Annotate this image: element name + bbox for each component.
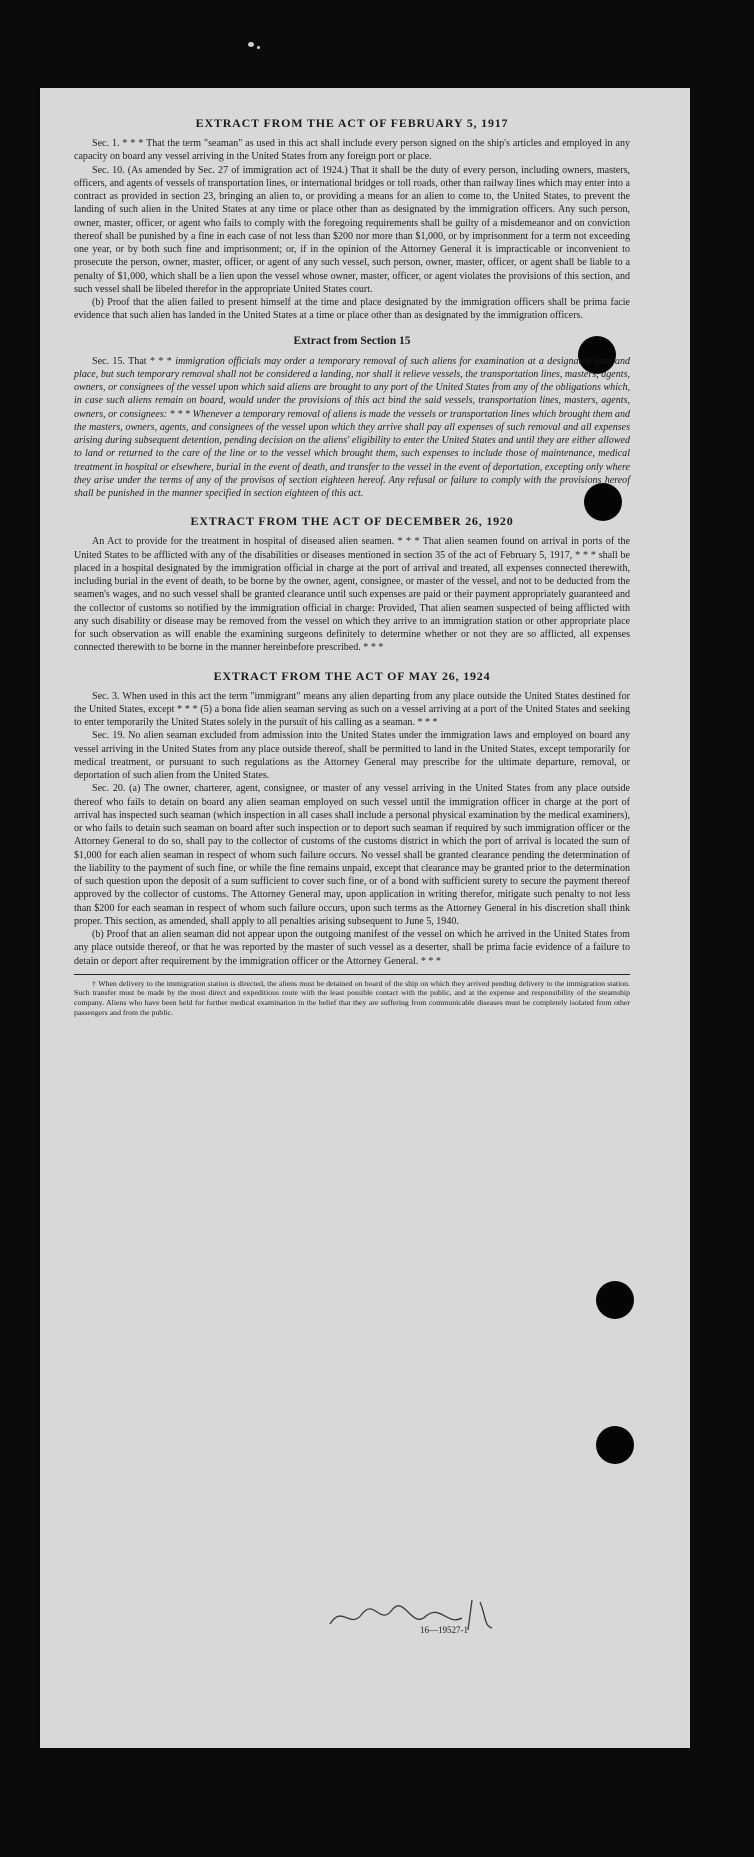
footnote-divider <box>74 974 630 975</box>
heading-act-1920: EXTRACT FROM THE ACT OF DECEMBER 26, 1920 <box>190 514 514 529</box>
act1920-paragraph: An Act to provide for the treatment in hospital of diseased alien seamen. * * * That alien seamen found on arrival in ports of the United States to be afflicted with any of the disabilities or diseases mentioned in section 35 of the act of February 5, 1917, * * * shall be placed in a hospital designated by the immigration official in charge at the port of arrival and treated, all expenses connected therewith, including burial in the event of death, to be borne by the owner, agent, consignee, or master of the vessel, and not to be deducted from the seamen's wages, and no such vessel shall be granted clearance until such expenses are paid or their payment appropriately guaranteed and the collector of customs so notified by the immigration official in charge: Provided, That alien seamen suspected of being afflicted with any such disability or disease may be removed from the vessel on which they arrive to an immigration station or other appropriate place for such observation as will enable the examining surgeons definitely to determine whether or not they are so afflicted, all expenses connected therewith to be borne in the manner hereinbefore prescribed. * * * <box>74 536 630 654</box>
sec1-paragraph: Sec. 1. * * * That the term "seaman" as used in this act shall include every person signed on the ship's articles and employed in any capacity on board any vessel arriving in the United States from any foreign port or place. <box>74 138 630 163</box>
sec15-text: immigration officials may order a temporary removal of such aliens for examination at a designated time and place, but such temporary removal shall not be considered a landing, nor shall it relieve vessels, the transportation lines, masters, agents, owners, or consignees of the vessel upon which said aliens are brought to any port of the United States from any of the obligations which, in case such aliens remain on board, would under the provisions of this act bind the said vessels, transportation lines, masters, agents, owners, or consignees: * * * Whenever a temporary removal of aliens is made the vessels or transportation lines which brought them and the masters, owners, agents, and consignees of the vessel upon which they arrive shall pay all expenses of such removal and all expenses arising during subsequent detention, pending decision on the aliens' eligibility to enter the United States and until they are either allowed to land or returned to the care of the line or to the vessel which brought them, such expenses to include those of maintenance, medical treatment in hospital or elsewhere, burial in the event of death, and transfer to the vessel in the event of deportation, excepting only where they arise under the terms of any of the provisos of section eighteen hereof. Any refusal or failure to comply with the provisions hereof shall be punished in the manner specified in section eighteen of this act. <box>74 355 630 499</box>
proof-paragraph: (b) Proof that the alien failed to present himself at the time and place designated by the immigration officers shall be prima facie evidence that such alien has landed in the United States at a time or place other than as designated by the immigration officers. <box>74 297 630 322</box>
heading-act-1917: EXTRACT FROM THE ACT OF FEBRUARY 5, 1917 <box>195 116 509 130</box>
sec3-paragraph: Sec. 3. When used in this act the term "immigrant" means any alien departing from any place outside the United States destined for the United States, except * * * (5) a bona fide alien seaman serving as such on a vessel arriving at a port of the United States and seeking to enter temporarily the United States solely in the pursuit of his calling as a seaman. * * * <box>74 690 630 728</box>
sec20b-paragraph: (b) Proof that an alien seaman did not appear upon the outgoing manifest of the vessel on which he arrived in the United States from any place outside thereof, or that he was reported by the master of such vessel as a deserter, shall be prima facie evidence of a failure to detain or deport after requirement by the immigration officer or the Attorney General. * * * <box>74 929 630 967</box>
dust-speck <box>257 46 260 49</box>
sec19-paragraph: Sec. 19. No alien seaman excluded from admission into the United States under the immigration laws and employed on board any vessel arriving in the United States from any place outside thereof, shall be permitted to land in the United States, except temporarily for medical treatment, or pursuant to such regulations as the Attorney General may prescribe for the ultimate departure, removal, or deportation of such alien from the United States. <box>74 730 630 781</box>
sec15-paragraph <box>74 355 630 501</box>
punch-hole <box>596 1426 634 1464</box>
footnote: † When delivery to the immigration station is directed, the aliens must be detained on board of the ship on which they arrived pending delivery to the immigration station. Such transfer must be made by the most direct and expeditious route with the least possible contact with the public, and at the expense and responsibility of the steamship company. Aliens who have been held for further medical examination in the belief that they are suffering from communicable diseases must be completely isolated from other passengers and from the public. <box>74 978 630 1017</box>
dust-speck <box>248 42 254 47</box>
heading-act-1924: EXTRACT FROM THE ACT OF MAY 26, 1924 <box>213 668 491 683</box>
document-body <box>74 116 630 1017</box>
sec20-paragraph: Sec. 20. (a) The owner, charterer, agent, consignee, or master of any vessel arriving in the United States from any place outside thereof who fails to detain on board any alien seaman employed on such vessel until the immigration officer in charge at the port of arrival has inspected such seaman (which inspection in all cases shall include a personal physical examination by the medical examiners), or who fails to detain such seaman on board after such inspection or to deport such seaman if required by such immigration officer or the Attorney General to do so, shall pay to the collector of customs of the customs district in which the port of arrival is located the sum of $1,000 for each alien seaman in respect of whom such failure occurs. No vessel shall be granted clearance pending the determination of the liability to the payment of such fine, or while the fine remains unpaid, except that clearance may be granted prior to the determination of such question upon the deposit of a sum sufficient to cover such fine, or of a bond with sufficient surety to secure the payment thereof approved by the collector of customs. The Attorney General may, upon application in writing therefor, mitigate such penalty to not less than $200 for each seaman in respect of whom such failure occurs, upon such terms as the Attorney General in his discretion shall think proper. This section, as amended, shall apply to all penalties arising subsequent to June 5, 1940. <box>74 783 630 927</box>
sec10-paragraph: Sec. 10. (As amended by Sec. 27 of immigration act of 1924.) That it shall be the duty of every person, including owners, masters, officers, and agents of vessels of transportation lines, or international bridges or toll roads, other than railway lines which may enter into a contract as provided in section 23, bringing an alien to, or providing a means for an alien to come to, the United States, to prevent the landing of such alien in the United States at any time or place other than as designated by the immigration officers. Any such person, owner, master, officer, or agent who fails to comply with the foregoing requirements shall be guilty of a misdemeanor and on conviction thereof shall be punished by a fine in each case of not less than $200 nor more than $1,000, or by imprisonment for a term not exceeding one year, or by both such fine and imprisonment; or, if in the opinion of the Attorney General it is impracticable or inconvenient to prosecute the person, owner, master, officer, or agent of any such vessel, such person, owner, master, officer, or agent shall be liable to a penalty of $1,000, which shall be a lien upon the vessel whose owner, master, officer, or agent violates the provisions of this section, and such vessel shall be libeled therefor in the appropriate United States court. <box>74 164 630 295</box>
heading-section-15: Extract from Section 15 <box>293 334 411 347</box>
sec15-lead: Sec. 15. That * * * <box>92 355 172 367</box>
form-code: 16—19527-1 <box>420 1625 468 1635</box>
punch-hole <box>596 1281 634 1319</box>
